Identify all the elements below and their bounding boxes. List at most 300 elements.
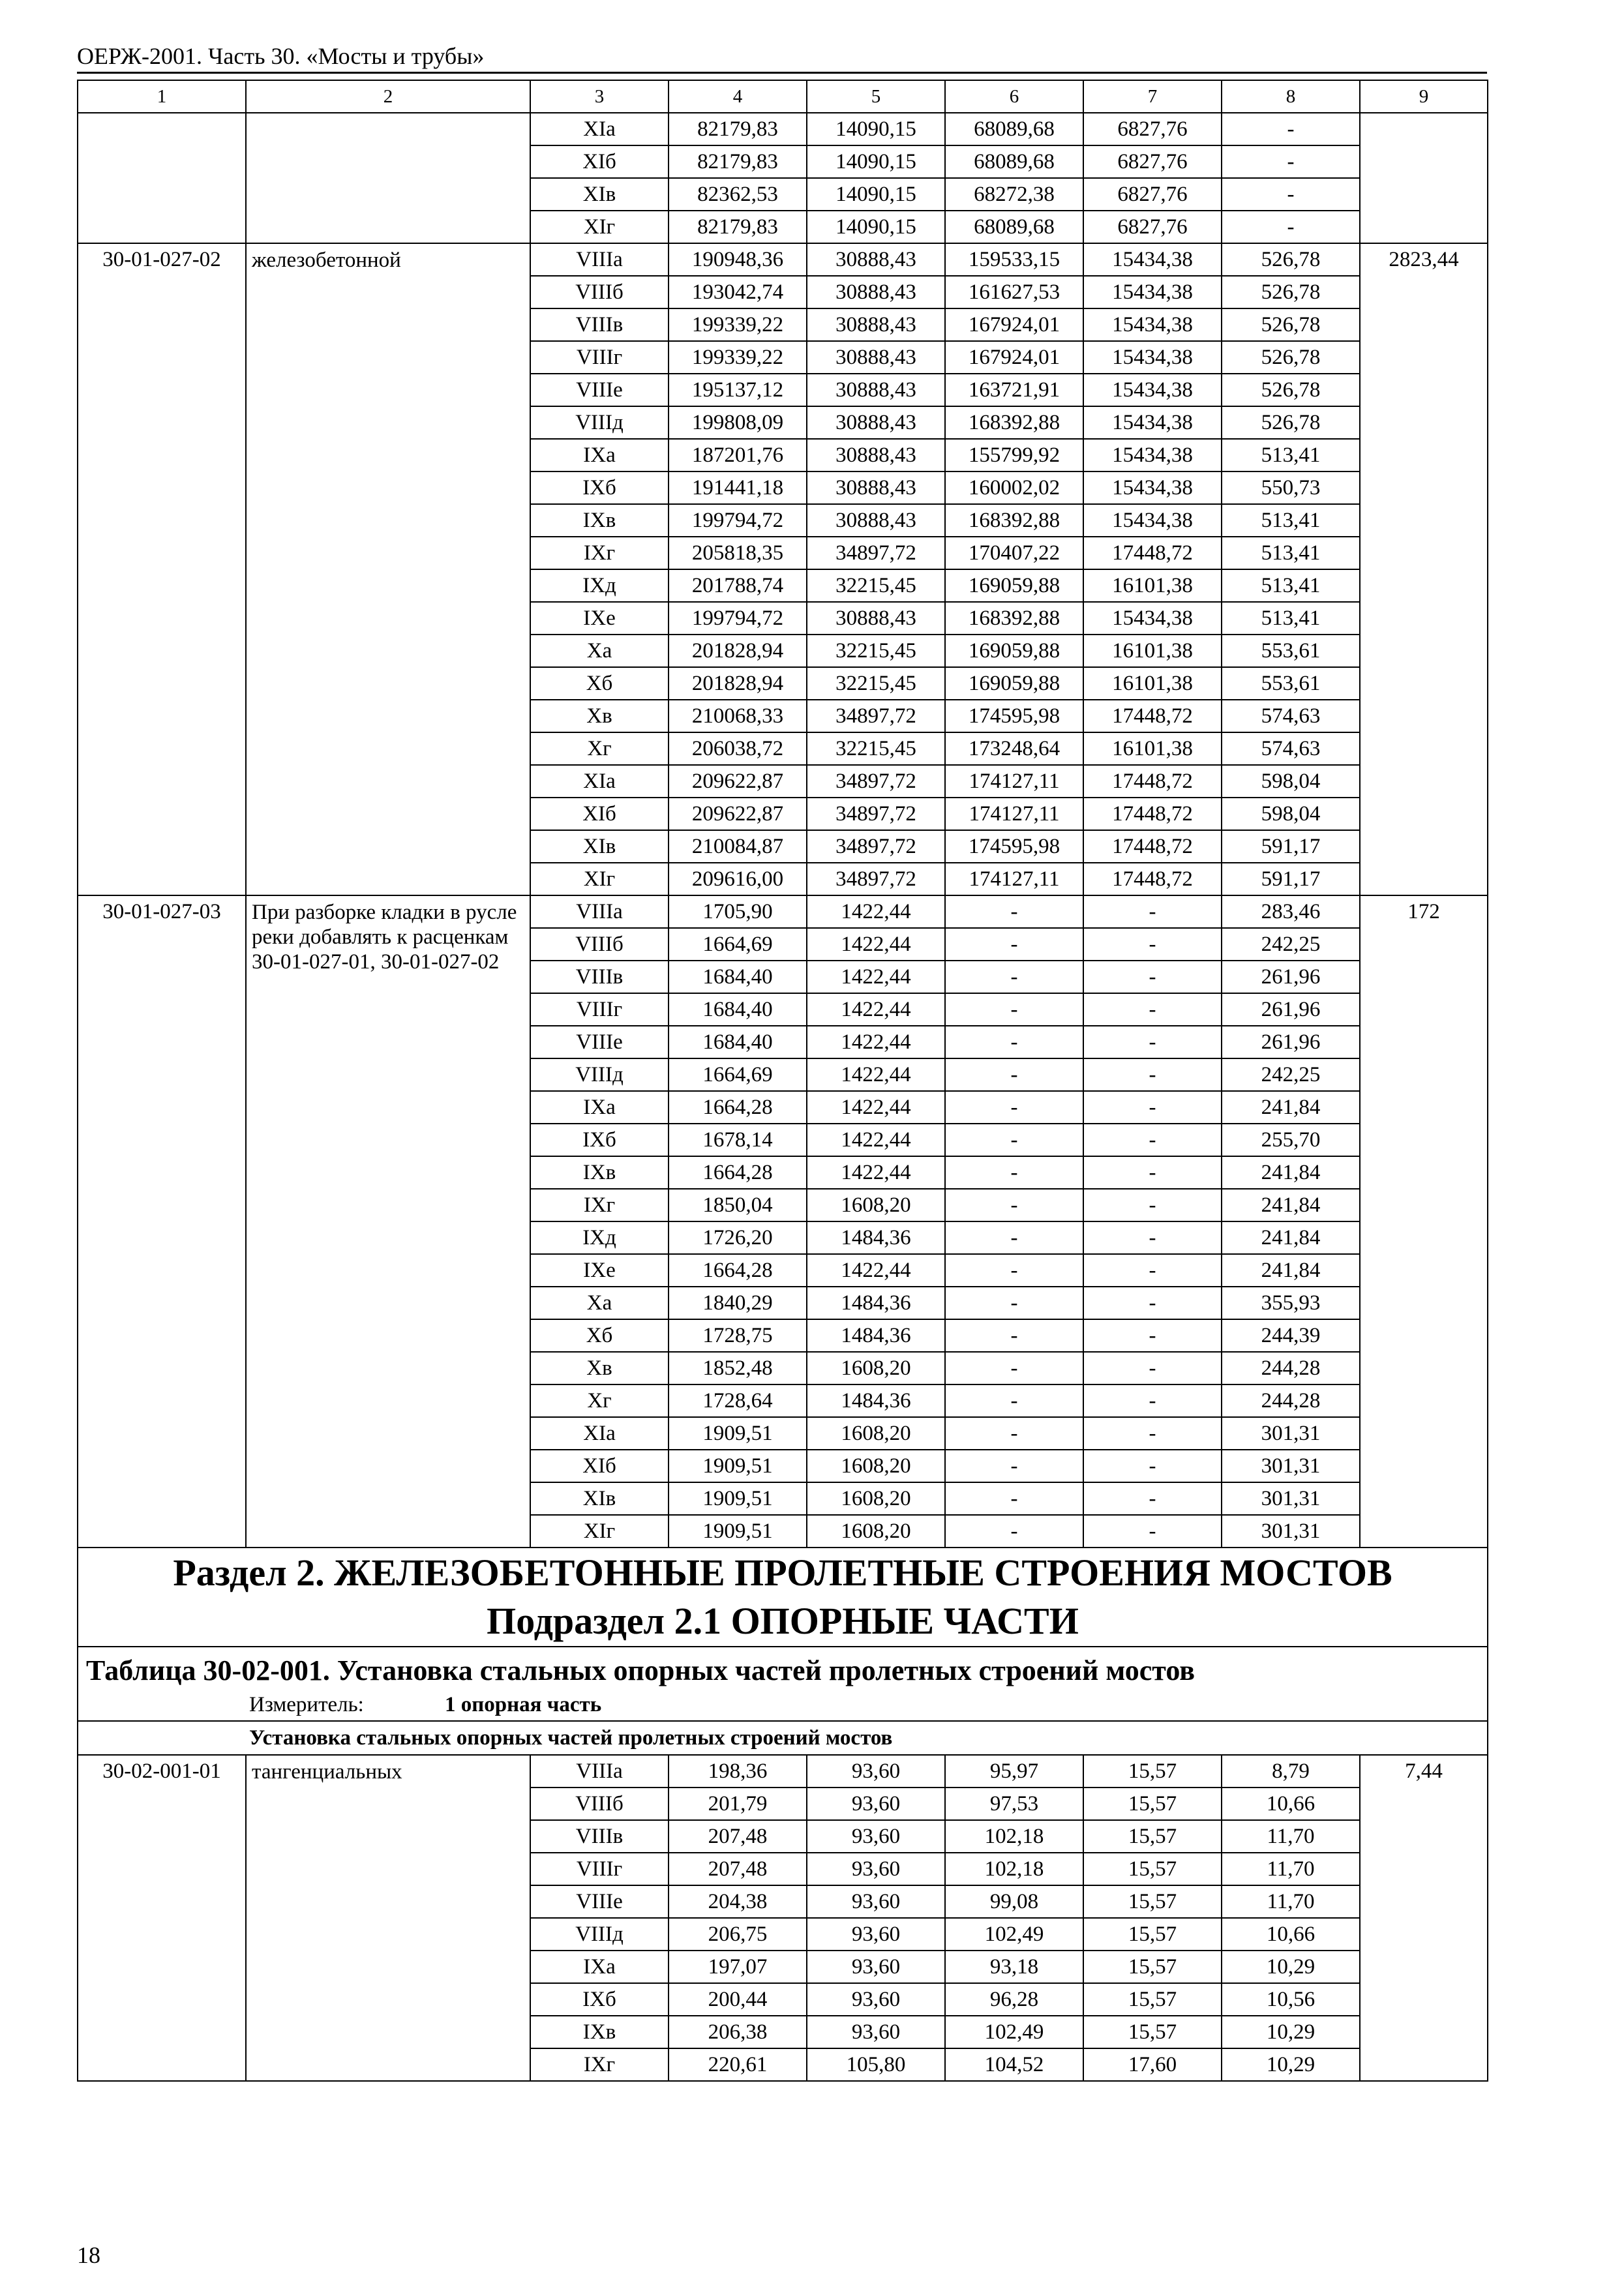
price-value: 526,78: [1222, 406, 1360, 439]
price-value: 197,07: [669, 1951, 807, 1983]
price-value: 1684,40: [669, 1026, 807, 1058]
price-value: 199808,09: [669, 406, 807, 439]
rate-code: 30-01-027-02: [78, 243, 246, 895]
price-value: 193042,74: [669, 276, 807, 308]
price-value: -: [945, 1026, 1083, 1058]
column-number: 2: [246, 80, 530, 113]
region-zone: VIIIе: [530, 1885, 669, 1918]
price-value: 93,60: [807, 1918, 945, 1951]
region-zone: XIа: [530, 1417, 669, 1450]
price-value: 261,96: [1222, 993, 1360, 1026]
price-value: 99,08: [945, 1885, 1083, 1918]
price-value: 15434,38: [1083, 602, 1222, 635]
work-name: [246, 113, 530, 243]
price-value: -: [1083, 1482, 1222, 1515]
price-value: 201,79: [669, 1788, 807, 1820]
price-value: 301,31: [1222, 1417, 1360, 1450]
price-value: -: [945, 1091, 1083, 1124]
price-value: 15,57: [1083, 2016, 1222, 2048]
table-row: [78, 243, 1488, 276]
price-value: 169059,88: [945, 667, 1083, 700]
price-value: 15434,38: [1083, 406, 1222, 439]
section-subtitle: Подраздел 2.1 ОПОРНЫЕ ЧАСТИ: [487, 1600, 1079, 1642]
price-value: 241,84: [1222, 1156, 1360, 1189]
section-row: [78, 1548, 1488, 1647]
price-value: 93,60: [807, 1820, 945, 1853]
price-value: 34897,72: [807, 700, 945, 732]
price-value: 15434,38: [1083, 471, 1222, 504]
price-value: 30888,43: [807, 471, 945, 504]
price-value: -: [1083, 1384, 1222, 1417]
column-number: 5: [807, 80, 945, 113]
region-zone: VIIIг: [530, 993, 669, 1026]
price-value: 68089,68: [945, 145, 1083, 178]
price-value: 1678,14: [669, 1124, 807, 1156]
price-value: 220,61: [669, 2048, 807, 2081]
price-value: 30888,43: [807, 276, 945, 308]
price-value: 15,57: [1083, 1885, 1222, 1918]
column-number: 3: [530, 80, 669, 113]
price-value: 17,60: [1083, 2048, 1222, 2081]
price-value: -: [1083, 1058, 1222, 1091]
region-zone: VIIIв: [530, 1820, 669, 1853]
price-value: 598,04: [1222, 798, 1360, 830]
price-value: 174595,98: [945, 830, 1083, 863]
region-zone: IXе: [530, 602, 669, 635]
price-value: 169059,88: [945, 635, 1083, 667]
price-value: 210068,33: [669, 700, 807, 732]
region-zone: IXг: [530, 1189, 669, 1221]
price-value: 10,29: [1222, 2016, 1360, 2048]
price-value: 34897,72: [807, 765, 945, 798]
column-number: 9: [1360, 80, 1488, 113]
price-value: 30888,43: [807, 243, 945, 276]
region-zone: XIа: [530, 765, 669, 798]
price-value: 15,57: [1083, 1820, 1222, 1853]
price-value: 17448,72: [1083, 700, 1222, 732]
price-value: 241,84: [1222, 1189, 1360, 1221]
table-title-row: [78, 1647, 1488, 1721]
price-value: 10,56: [1222, 1983, 1360, 2016]
price-value: 209622,87: [669, 765, 807, 798]
price-value: 199339,22: [669, 341, 807, 374]
price-value: 201828,94: [669, 667, 807, 700]
price-value: 15434,38: [1083, 374, 1222, 406]
price-value: 526,78: [1222, 341, 1360, 374]
header-rule: [77, 72, 1487, 74]
price-value: -: [1083, 961, 1222, 993]
region-zone: XIа: [530, 113, 669, 145]
price-value: 241,84: [1222, 1254, 1360, 1287]
price-value: 1608,20: [807, 1417, 945, 1450]
price-value: 1909,51: [669, 1417, 807, 1450]
price-value: -: [1083, 1287, 1222, 1319]
price-value: 209622,87: [669, 798, 807, 830]
price-value: 10,29: [1222, 1951, 1360, 1983]
table-body: [78, 80, 1488, 2081]
price-value: -: [1083, 1417, 1222, 1450]
price-value: 550,73: [1222, 471, 1360, 504]
price-value: 68089,68: [945, 113, 1083, 145]
price-value: 1608,20: [807, 1450, 945, 1482]
price-value: 591,17: [1222, 830, 1360, 863]
region-zone: XIв: [530, 178, 669, 211]
price-value: 513,41: [1222, 504, 1360, 537]
price-value: 104,52: [945, 2048, 1083, 2081]
price-value: 1909,51: [669, 1515, 807, 1548]
price-value: 207,48: [669, 1853, 807, 1885]
table-row: [78, 1755, 1488, 1788]
price-value: 102,49: [945, 1918, 1083, 1951]
labor-cost: [1360, 113, 1488, 243]
running-header: ОЕРЖ-2001. Часть 30. «Мосты и трубы»: [77, 43, 485, 69]
price-value: 244,28: [1222, 1352, 1360, 1384]
price-value: 1664,69: [669, 928, 807, 961]
price-value: 301,31: [1222, 1450, 1360, 1482]
price-value: 526,78: [1222, 308, 1360, 341]
section-heading: [78, 1548, 1488, 1647]
price-value: 209616,00: [669, 863, 807, 895]
table-title-cell: [78, 1647, 1488, 1721]
price-value: 93,60: [807, 1788, 945, 1820]
price-value: 526,78: [1222, 374, 1360, 406]
price-value: 255,70: [1222, 1124, 1360, 1156]
price-value: -: [945, 1124, 1083, 1156]
price-value: 163721,91: [945, 374, 1083, 406]
price-value: 15434,38: [1083, 439, 1222, 471]
price-value: 1422,44: [807, 1124, 945, 1156]
price-value: 301,31: [1222, 1482, 1360, 1515]
price-value: 591,17: [1222, 863, 1360, 895]
price-value: 283,46: [1222, 895, 1360, 928]
price-value: 201828,94: [669, 635, 807, 667]
price-value: 191441,18: [669, 471, 807, 504]
price-value: -: [1083, 1450, 1222, 1482]
price-value: -: [1083, 1189, 1222, 1221]
price-value: 11,70: [1222, 1885, 1360, 1918]
price-value: 15,57: [1083, 1983, 1222, 2016]
price-value: 14090,15: [807, 145, 945, 178]
price-value: 1422,44: [807, 993, 945, 1026]
price-value: 173248,64: [945, 732, 1083, 765]
price-value: 210084,87: [669, 830, 807, 863]
price-value: 1608,20: [807, 1515, 945, 1548]
price-value: 32215,45: [807, 667, 945, 700]
price-value: 17448,72: [1083, 798, 1222, 830]
price-value: -: [945, 961, 1083, 993]
price-value: 1852,48: [669, 1352, 807, 1384]
price-value: -: [945, 1319, 1083, 1352]
price-value: 93,60: [807, 1853, 945, 1885]
price-value: 204,38: [669, 1885, 807, 1918]
table-title: Таблица 30-02-001. Установка стальных опорных частей пролетных строений мостов: [86, 1654, 1195, 1686]
region-zone: XIб: [530, 145, 669, 178]
price-value: 10,66: [1222, 1788, 1360, 1820]
price-value: 598,04: [1222, 765, 1360, 798]
price-value: -: [945, 1287, 1083, 1319]
price-value: 15,57: [1083, 1755, 1222, 1788]
price-value: 174595,98: [945, 700, 1083, 732]
column-number-row: [78, 80, 1488, 113]
price-value: 30888,43: [807, 504, 945, 537]
price-value: 82179,83: [669, 113, 807, 145]
price-value: 82179,83: [669, 145, 807, 178]
price-value: 168392,88: [945, 406, 1083, 439]
region-zone: VIIIв: [530, 308, 669, 341]
column-number: 8: [1222, 80, 1360, 113]
region-zone: XIб: [530, 1450, 669, 1482]
price-value: 199794,72: [669, 602, 807, 635]
price-value: 1850,04: [669, 1189, 807, 1221]
meter-line: [86, 1692, 1479, 1718]
price-value: -: [1083, 1124, 1222, 1156]
price-value: 1840,29: [669, 1287, 807, 1319]
price-value: 1909,51: [669, 1482, 807, 1515]
price-value: 16101,38: [1083, 667, 1222, 700]
region-zone: IXб: [530, 1124, 669, 1156]
price-value: 1664,28: [669, 1254, 807, 1287]
price-value: 187201,76: [669, 439, 807, 471]
price-value: 30888,43: [807, 374, 945, 406]
price-value: 16101,38: [1083, 732, 1222, 765]
price-value: 1664,28: [669, 1091, 807, 1124]
region-zone: XIг: [530, 863, 669, 895]
price-value: 198,36: [669, 1755, 807, 1788]
price-value: 195137,12: [669, 374, 807, 406]
region-zone: IXа: [530, 1951, 669, 1983]
price-value: 11,70: [1222, 1820, 1360, 1853]
price-value: 513,41: [1222, 569, 1360, 602]
region-zone: IXе: [530, 1254, 669, 1287]
price-value: 261,96: [1222, 961, 1360, 993]
price-value: 168392,88: [945, 602, 1083, 635]
price-value: 160002,02: [945, 471, 1083, 504]
price-value: 574,63: [1222, 732, 1360, 765]
region-zone: VIIIг: [530, 1853, 669, 1885]
price-value: 1684,40: [669, 961, 807, 993]
price-value: 355,93: [1222, 1287, 1360, 1319]
price-value: 10,66: [1222, 1918, 1360, 1951]
price-value: 1684,40: [669, 993, 807, 1026]
price-value: 16101,38: [1083, 635, 1222, 667]
price-value: 6827,76: [1083, 113, 1222, 145]
price-value: 170407,22: [945, 537, 1083, 569]
price-value: 17448,72: [1083, 863, 1222, 895]
price-value: -: [1083, 1156, 1222, 1189]
price-value: 1608,20: [807, 1352, 945, 1384]
price-value: 93,60: [807, 1951, 945, 1983]
region-zone: VIIIа: [530, 243, 669, 276]
region-zone: IXв: [530, 1156, 669, 1189]
price-value: 174127,11: [945, 765, 1083, 798]
column-number: 1: [78, 80, 246, 113]
price-value: 199794,72: [669, 504, 807, 537]
column-number: 7: [1083, 80, 1222, 113]
price-value: 1422,44: [807, 1058, 945, 1091]
price-value: 155799,92: [945, 439, 1083, 471]
subheading-row: [78, 1721, 1488, 1755]
price-value: 574,63: [1222, 700, 1360, 732]
price-value: 102,49: [945, 2016, 1083, 2048]
price-value: 1664,69: [669, 1058, 807, 1091]
price-value: 169059,88: [945, 569, 1083, 602]
price-value: 1909,51: [669, 1450, 807, 1482]
page-number: 18: [77, 2242, 100, 2268]
region-zone: IXб: [530, 1983, 669, 2016]
region-zone: VIIIб: [530, 1788, 669, 1820]
price-value: 82179,83: [669, 211, 807, 243]
price-value: 15,57: [1083, 1951, 1222, 1983]
region-zone: Xг: [530, 732, 669, 765]
price-value: 17448,72: [1083, 765, 1222, 798]
price-value: 10,29: [1222, 2048, 1360, 2081]
labor-cost: 172: [1360, 895, 1488, 1548]
price-value: -: [1083, 1515, 1222, 1548]
price-value: 241,84: [1222, 1221, 1360, 1254]
price-value: -: [1083, 928, 1222, 961]
price-value: 15434,38: [1083, 308, 1222, 341]
price-value: 97,53: [945, 1788, 1083, 1820]
price-value: -: [1222, 113, 1360, 145]
price-value: -: [1083, 1091, 1222, 1124]
price-value: 1422,44: [807, 1026, 945, 1058]
price-value: 201788,74: [669, 569, 807, 602]
price-value: 68089,68: [945, 211, 1083, 243]
price-value: 15434,38: [1083, 504, 1222, 537]
price-value: 206,75: [669, 1918, 807, 1951]
region-zone: IXб: [530, 471, 669, 504]
region-zone: IXд: [530, 1221, 669, 1254]
price-value: 206038,72: [669, 732, 807, 765]
price-value: -: [1083, 1026, 1222, 1058]
price-value: 14090,15: [807, 178, 945, 211]
price-value: -: [1222, 145, 1360, 178]
work-name: тангенциальных: [246, 1755, 530, 2081]
region-zone: IXг: [530, 537, 669, 569]
price-value: 206,38: [669, 2016, 807, 2048]
region-zone: IXа: [530, 1091, 669, 1124]
price-value: 159533,15: [945, 243, 1083, 276]
price-value: -: [945, 1221, 1083, 1254]
price-value: 15,57: [1083, 1918, 1222, 1951]
region-zone: VIIIб: [530, 928, 669, 961]
subheading: Установка стальных опорных частей пролетных строений мостов: [78, 1721, 1488, 1755]
price-value: 105,80: [807, 2048, 945, 2081]
price-value: 32215,45: [807, 635, 945, 667]
price-value: -: [945, 1417, 1083, 1450]
price-value: 174127,11: [945, 863, 1083, 895]
price-value: -: [945, 1189, 1083, 1221]
price-value: 32215,45: [807, 732, 945, 765]
region-zone: XIг: [530, 211, 669, 243]
region-zone: VIIIа: [530, 1755, 669, 1788]
price-value: 167924,01: [945, 308, 1083, 341]
price-value: 242,25: [1222, 1058, 1360, 1091]
price-value: 8,79: [1222, 1755, 1360, 1788]
price-value: 34897,72: [807, 863, 945, 895]
price-value: 1484,36: [807, 1384, 945, 1417]
rate-code: [78, 113, 246, 243]
price-value: 1726,20: [669, 1221, 807, 1254]
region-zone: XIв: [530, 830, 669, 863]
price-value: 93,60: [807, 1755, 945, 1788]
price-value: 174127,11: [945, 798, 1083, 830]
price-value: 1608,20: [807, 1189, 945, 1221]
price-value: 6827,76: [1083, 178, 1222, 211]
price-value: -: [945, 1515, 1083, 1548]
price-value: 1484,36: [807, 1319, 945, 1352]
price-value: 102,18: [945, 1820, 1083, 1853]
price-value: 17448,72: [1083, 830, 1222, 863]
price-value: -: [945, 1384, 1083, 1417]
price-value: -: [1083, 1352, 1222, 1384]
region-zone: Xб: [530, 1319, 669, 1352]
rate-code: 30-01-027-03: [78, 895, 246, 1548]
price-value: 190948,36: [669, 243, 807, 276]
price-value: -: [945, 1482, 1083, 1515]
price-value: -: [945, 1156, 1083, 1189]
price-value: 1705,90: [669, 895, 807, 928]
meter-label: Измеритель:: [249, 1693, 364, 1716]
rate-code: 30-02-001-01: [78, 1755, 246, 2081]
region-zone: Xа: [530, 635, 669, 667]
region-zone: IXв: [530, 2016, 669, 2048]
price-value: 16101,38: [1083, 569, 1222, 602]
price-value: -: [945, 1352, 1083, 1384]
price-value: -: [945, 1058, 1083, 1091]
price-value: 34897,72: [807, 537, 945, 569]
price-value: 15,57: [1083, 1853, 1222, 1885]
price-value: 15434,38: [1083, 276, 1222, 308]
price-value: -: [1222, 178, 1360, 211]
labor-cost: 2823,44: [1360, 243, 1488, 895]
price-value: 200,44: [669, 1983, 807, 2016]
price-value: 30888,43: [807, 406, 945, 439]
region-zone: XIв: [530, 1482, 669, 1515]
price-value: -: [1222, 211, 1360, 243]
price-value: 205818,35: [669, 537, 807, 569]
price-value: 1422,44: [807, 1091, 945, 1124]
table-row: [78, 113, 1488, 145]
price-value: 1422,44: [807, 928, 945, 961]
price-value: 82362,53: [669, 178, 807, 211]
price-value: 17448,72: [1083, 537, 1222, 569]
price-value: 1664,28: [669, 1156, 807, 1189]
region-zone: VIIIд: [530, 1058, 669, 1091]
price-value: 15434,38: [1083, 341, 1222, 374]
price-value: 526,78: [1222, 243, 1360, 276]
price-value: 168392,88: [945, 504, 1083, 537]
price-value: 301,31: [1222, 1515, 1360, 1548]
region-zone: Xг: [530, 1384, 669, 1417]
region-zone: Xб: [530, 667, 669, 700]
price-value: 96,28: [945, 1983, 1083, 2016]
region-zone: VIIIб: [530, 276, 669, 308]
region-zone: VIIIд: [530, 406, 669, 439]
region-zone: VIIIе: [530, 374, 669, 406]
price-value: 95,97: [945, 1755, 1083, 1788]
price-value: 34897,72: [807, 830, 945, 863]
region-zone: VIIIг: [530, 341, 669, 374]
price-value: 167924,01: [945, 341, 1083, 374]
price-value: -: [1083, 1319, 1222, 1352]
price-value: 1422,44: [807, 961, 945, 993]
price-value: 513,41: [1222, 537, 1360, 569]
price-value: 93,60: [807, 1983, 945, 2016]
price-value: 1484,36: [807, 1221, 945, 1254]
section-title: Раздел 2. ЖЕЛЕЗОБЕТОННЫЕ ПРОЛЕТНЫЕ СТРОЕНИЯ МОСТОВ: [173, 1551, 1392, 1594]
region-zone: VIIIд: [530, 1918, 669, 1951]
